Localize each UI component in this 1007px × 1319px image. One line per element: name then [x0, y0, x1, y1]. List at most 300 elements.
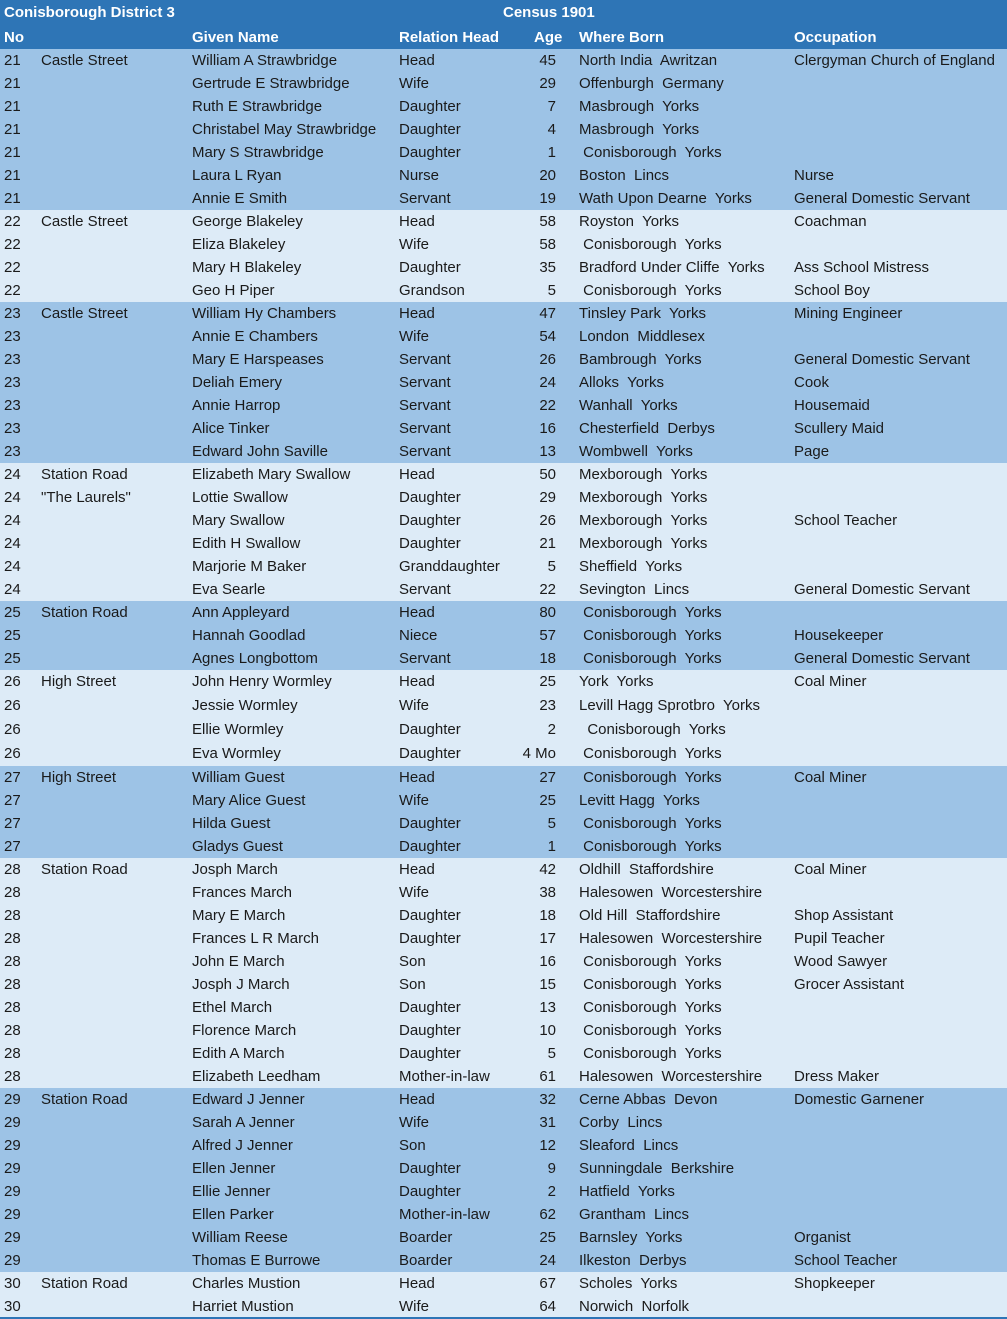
cell-relation[interactable]: Wife: [399, 328, 429, 345]
cell-relation[interactable]: Daughter: [399, 1045, 461, 1062]
cell-where-born[interactable]: Conisborough Yorks: [579, 650, 722, 667]
cell-occupation[interactable]: School Teacher: [794, 512, 898, 529]
cell-given-name[interactable]: Florence March: [192, 1022, 297, 1039]
cell-given-name[interactable]: William Guest: [192, 769, 285, 786]
table-row[interactable]: [0, 950, 1007, 973]
cell-no[interactable]: 25: [4, 650, 21, 667]
cell-given-name[interactable]: Jessie Wormley: [192, 697, 298, 714]
cell-relation[interactable]: Wife: [399, 1298, 429, 1315]
cell-no[interactable]: 22: [4, 236, 21, 253]
cell-given-name[interactable]: Annie E Chambers: [192, 328, 318, 345]
table-row[interactable]: [0, 904, 1007, 927]
table-row[interactable]: [0, 210, 1007, 233]
cell-occupation[interactable]: School Boy: [794, 282, 870, 299]
cell-no[interactable]: 23: [4, 374, 21, 391]
cell-given-name[interactable]: Josph J March: [192, 976, 290, 993]
cell-occupation[interactable]: Domestic Garnener: [794, 1091, 925, 1108]
table-row[interactable]: [0, 996, 1007, 1019]
table-row[interactable]: [0, 302, 1007, 325]
cell-relation[interactable]: Niece: [399, 627, 438, 644]
cell-age[interactable]: 20: [539, 167, 556, 184]
cell-occupation[interactable]: Wood Sawyer: [794, 953, 888, 970]
cell-no[interactable]: 25: [4, 627, 21, 644]
cell-no[interactable]: 24: [4, 489, 21, 506]
cell-occupation[interactable]: Coachman: [794, 213, 867, 230]
table-row[interactable]: [0, 394, 1007, 417]
cell-no[interactable]: 26: [4, 673, 21, 690]
table-row[interactable]: [0, 555, 1007, 578]
cell-relation[interactable]: Head: [399, 1275, 435, 1292]
table-row[interactable]: [0, 973, 1007, 996]
cell-given-name[interactable]: Ethel March: [192, 999, 273, 1016]
cell-relation[interactable]: Son: [399, 976, 426, 993]
cell-given-name[interactable]: Alice Tinker: [192, 420, 270, 437]
cell-where-born[interactable]: Conisborough Yorks: [579, 144, 722, 161]
table-row[interactable]: [0, 187, 1007, 210]
cell-where-born[interactable]: Barnsley Yorks: [579, 1229, 683, 1246]
cell-age[interactable]: 50: [539, 466, 556, 483]
table-row[interactable]: [0, 1019, 1007, 1042]
cell-where-born[interactable]: Conisborough Yorks: [579, 627, 722, 644]
cell-age[interactable]: 61: [539, 1068, 556, 1085]
cell-relation[interactable]: Servant: [399, 650, 451, 667]
cell-occupation[interactable]: General Domestic Servant: [794, 650, 970, 667]
column-header-relation[interactable]: Relation Head: [399, 29, 500, 46]
cell-where-born[interactable]: Conisborough Yorks: [579, 815, 722, 832]
cell-street[interactable]: Castle Street: [41, 52, 128, 69]
cell-no[interactable]: 24: [4, 581, 21, 598]
cell-where-born[interactable]: Wanhall Yorks: [579, 397, 678, 414]
cell-given-name[interactable]: Eliza Blakeley: [192, 236, 286, 253]
cell-where-born[interactable]: Hatfield Yorks: [579, 1183, 675, 1200]
cell-given-name[interactable]: Eva Searle: [192, 581, 266, 598]
cell-no[interactable]: 28: [4, 930, 21, 947]
cell-no[interactable]: 21: [4, 167, 21, 184]
cell-relation[interactable]: Servant: [399, 190, 451, 207]
cell-no[interactable]: 30: [4, 1275, 21, 1292]
cell-no[interactable]: 23: [4, 305, 21, 322]
cell-relation[interactable]: Daughter: [399, 1022, 461, 1039]
cell-no[interactable]: 28: [4, 1068, 21, 1085]
cell-relation[interactable]: Head: [399, 52, 435, 69]
cell-age[interactable]: 64: [539, 1298, 556, 1315]
column-header-occupation[interactable]: Occupation: [794, 29, 877, 46]
cell-where-born[interactable]: Wath Upon Dearne Yorks: [579, 190, 752, 207]
cell-relation[interactable]: Grandson: [399, 282, 465, 299]
cell-relation[interactable]: Wife: [399, 75, 429, 92]
cell-given-name[interactable]: Ellie Wormley: [192, 721, 284, 738]
cell-given-name[interactable]: Frances March: [192, 884, 293, 901]
cell-relation[interactable]: Head: [399, 604, 435, 621]
cell-age[interactable]: 26: [539, 351, 556, 368]
table-row[interactable]: [0, 532, 1007, 555]
table-row[interactable]: [0, 164, 1007, 187]
cell-relation[interactable]: Head: [399, 1091, 435, 1108]
cell-street[interactable]: High Street: [41, 769, 117, 786]
cell-given-name[interactable]: William Hy Chambers: [192, 305, 337, 322]
cell-no[interactable]: 21: [4, 52, 21, 69]
table-row[interactable]: [0, 1134, 1007, 1157]
cell-where-born[interactable]: York Yorks: [579, 673, 654, 690]
cell-occupation[interactable]: Ass School Mistress: [794, 259, 930, 276]
cell-given-name[interactable]: Eva Wormley: [192, 745, 281, 762]
cell-occupation[interactable]: Dress Maker: [794, 1068, 880, 1085]
cell-occupation[interactable]: Grocer Assistant: [794, 976, 905, 993]
cell-no[interactable]: 23: [4, 420, 21, 437]
cell-occupation[interactable]: General Domestic Servant: [794, 190, 970, 207]
cell-no[interactable]: 23: [4, 397, 21, 414]
cell-given-name[interactable]: Mary H Blakeley: [192, 259, 302, 276]
cell-no[interactable]: 24: [4, 535, 21, 552]
cell-given-name[interactable]: Hannah Goodlad: [192, 627, 306, 644]
table-row[interactable]: [0, 1111, 1007, 1134]
table-row[interactable]: [0, 670, 1007, 694]
cell-age[interactable]: 38: [539, 884, 556, 901]
cell-relation[interactable]: Daughter: [399, 907, 461, 924]
cell-no[interactable]: 29: [4, 1137, 21, 1154]
cell-relation[interactable]: Mother-in-law: [399, 1068, 490, 1085]
cell-given-name[interactable]: Elizabeth Mary Swallow: [192, 466, 351, 483]
cell-occupation[interactable]: Organist: [794, 1229, 851, 1246]
cell-relation[interactable]: Daughter: [399, 121, 461, 138]
cell-where-born[interactable]: Conisborough Yorks: [579, 769, 722, 786]
cell-no[interactable]: 29: [4, 1183, 21, 1200]
cell-no[interactable]: 28: [4, 907, 21, 924]
cell-given-name[interactable]: William A Strawbridge: [192, 52, 338, 69]
cell-street[interactable]: Station Road: [41, 1091, 128, 1108]
table-row[interactable]: [0, 927, 1007, 950]
cell-age[interactable]: 16: [539, 953, 556, 970]
table-row[interactable]: [0, 1249, 1007, 1272]
table-row[interactable]: [0, 95, 1007, 118]
cell-no[interactable]: 26: [4, 745, 21, 762]
cell-where-born[interactable]: Conisborough Yorks: [579, 282, 722, 299]
cell-relation[interactable]: Son: [399, 953, 426, 970]
cell-where-born[interactable]: Scholes Yorks: [579, 1275, 678, 1292]
cell-occupation[interactable]: Clergyman Church of England: [794, 52, 995, 69]
cell-relation[interactable]: Daughter: [399, 512, 461, 529]
cell-where-born[interactable]: Corby Lincs: [579, 1114, 663, 1131]
cell-age[interactable]: 21: [539, 535, 556, 552]
cell-where-born[interactable]: Halesowen Worcestershire: [579, 884, 763, 901]
cell-relation[interactable]: Daughter: [399, 1183, 461, 1200]
cell-age[interactable]: 22: [539, 581, 556, 598]
cell-age[interactable]: 2: [547, 721, 556, 738]
cell-relation[interactable]: Daughter: [399, 259, 461, 276]
cell-given-name[interactable]: William Reese: [192, 1229, 288, 1246]
cell-given-name[interactable]: Edith A March: [192, 1045, 285, 1062]
cell-relation[interactable]: Daughter: [399, 98, 461, 115]
cell-street[interactable]: Castle Street: [41, 305, 128, 322]
cell-given-name[interactable]: Sarah A Jenner: [192, 1114, 295, 1131]
table-row[interactable]: [0, 72, 1007, 95]
table-row[interactable]: [0, 417, 1007, 440]
column-header-given-name[interactable]: Given Name: [192, 29, 279, 46]
cell-no[interactable]: 28: [4, 884, 21, 901]
cell-given-name[interactable]: Frances L R March: [192, 930, 319, 947]
table-row[interactable]: [0, 1180, 1007, 1203]
cell-street[interactable]: Station Road: [41, 604, 128, 621]
table-row[interactable]: [0, 1042, 1007, 1065]
cell-age[interactable]: 18: [539, 650, 556, 667]
cell-street[interactable]: Station Road: [41, 1275, 128, 1292]
cell-where-born[interactable]: London Middlesex: [579, 328, 705, 345]
cell-where-born[interactable]: Conisborough Yorks: [579, 976, 722, 993]
cell-age[interactable]: 10: [539, 1022, 556, 1039]
cell-given-name[interactable]: Elizabeth Leedham: [192, 1068, 321, 1085]
cell-where-born[interactable]: Conisborough Yorks: [579, 604, 722, 621]
cell-relation[interactable]: Head: [399, 861, 435, 878]
table-row[interactable]: [0, 718, 1007, 742]
cell-no[interactable]: 22: [4, 213, 21, 230]
cell-where-born[interactable]: Sevington Lincs: [579, 581, 690, 598]
cell-age[interactable]: 29: [539, 489, 556, 506]
table-row[interactable]: [0, 49, 1007, 72]
cell-where-born[interactable]: Oldhill Staffordshire: [579, 861, 714, 878]
cell-where-born[interactable]: Royston Yorks: [579, 213, 680, 230]
cell-no[interactable]: 21: [4, 75, 21, 92]
cell-relation[interactable]: Wife: [399, 697, 429, 714]
cell-where-born[interactable]: Mexborough Yorks: [579, 489, 708, 506]
table-row[interactable]: [0, 325, 1007, 348]
cell-given-name[interactable]: Gertrude E Strawbridge: [192, 75, 350, 92]
cell-occupation[interactable]: Coal Miner: [794, 861, 867, 878]
cell-age[interactable]: 27: [539, 769, 556, 786]
cell-relation[interactable]: Servant: [399, 397, 451, 414]
cell-no[interactable]: 24: [4, 466, 21, 483]
cell-given-name[interactable]: Mary Swallow: [192, 512, 285, 529]
cell-given-name[interactable]: Geo H Piper: [192, 282, 275, 299]
cell-relation[interactable]: Servant: [399, 351, 451, 368]
table-row[interactable]: [0, 1065, 1007, 1088]
cell-where-born[interactable]: Masbrough Yorks: [579, 121, 700, 138]
cell-where-born[interactable]: Chesterfield Derbys: [579, 420, 715, 437]
cell-age[interactable]: 16: [539, 420, 556, 437]
cell-age[interactable]: 17: [539, 930, 556, 947]
cell-relation[interactable]: Daughter: [399, 721, 461, 738]
table-row[interactable]: [0, 486, 1007, 509]
cell-no[interactable]: 28: [4, 1045, 21, 1062]
cell-where-born[interactable]: Sunningdale Berkshire: [579, 1160, 735, 1177]
column-header-age[interactable]: Age: [534, 29, 563, 46]
cell-where-born[interactable]: Masbrough Yorks: [579, 98, 700, 115]
cell-relation[interactable]: Son: [399, 1137, 426, 1154]
cell-given-name[interactable]: Ruth E Strawbridge: [192, 98, 323, 115]
cell-relation[interactable]: Granddaughter: [399, 558, 500, 575]
cell-given-name[interactable]: Harriet Mustion: [192, 1298, 294, 1315]
cell-where-born[interactable]: Conisborough Yorks: [579, 236, 722, 253]
cell-age[interactable]: 35: [539, 259, 556, 276]
table-row[interactable]: [0, 509, 1007, 532]
cell-no[interactable]: 21: [4, 144, 21, 161]
table-row[interactable]: [0, 279, 1007, 302]
cell-age[interactable]: 13: [539, 443, 556, 460]
cell-age[interactable]: 12: [539, 1137, 556, 1154]
cell-where-born[interactable]: Mexborough Yorks: [579, 512, 708, 529]
cell-no[interactable]: 28: [4, 999, 21, 1016]
cell-age[interactable]: 5: [547, 558, 556, 575]
cell-age[interactable]: 25: [539, 1229, 556, 1246]
table-row[interactable]: [0, 694, 1007, 718]
cell-age[interactable]: 1: [547, 838, 556, 855]
cell-relation[interactable]: Boarder: [399, 1252, 453, 1269]
table-row[interactable]: [0, 348, 1007, 371]
cell-given-name[interactable]: Agnes Longbottom: [192, 650, 318, 667]
cell-given-name[interactable]: Deliah Emery: [192, 374, 283, 391]
cell-where-born[interactable]: Bambrough Yorks: [579, 351, 702, 368]
cell-age[interactable]: 62: [539, 1206, 556, 1223]
cell-no[interactable]: 26: [4, 721, 21, 738]
cell-relation[interactable]: Servant: [399, 420, 451, 437]
table-row[interactable]: [0, 1272, 1007, 1295]
table-row[interactable]: [0, 858, 1007, 881]
cell-relation[interactable]: Daughter: [399, 930, 461, 947]
cell-no[interactable]: 28: [4, 861, 21, 878]
cell-given-name[interactable]: Josph March: [192, 861, 278, 878]
cell-given-name[interactable]: Ellie Jenner: [192, 1183, 271, 1200]
cell-street[interactable]: Station Road: [41, 466, 128, 483]
cell-no[interactable]: 21: [4, 121, 21, 138]
cell-age[interactable]: 5: [547, 282, 556, 299]
cell-no[interactable]: 27: [4, 769, 21, 786]
cell-given-name[interactable]: Christabel May Strawbridge: [192, 121, 377, 138]
cell-age[interactable]: 9: [547, 1160, 556, 1177]
cell-no[interactable]: 30: [4, 1298, 21, 1315]
cell-where-born[interactable]: Sleaford Lincs: [579, 1137, 679, 1154]
cell-relation[interactable]: Daughter: [399, 489, 461, 506]
cell-no[interactable]: 27: [4, 838, 21, 855]
cell-where-born[interactable]: Offenburgh Germany: [579, 75, 724, 92]
cell-age[interactable]: 80: [539, 604, 556, 621]
cell-relation[interactable]: Wife: [399, 236, 429, 253]
cell-occupation[interactable]: School Teacher: [794, 1252, 898, 1269]
cell-given-name[interactable]: Ellen Parker: [192, 1206, 274, 1223]
cell-given-name[interactable]: Edith H Swallow: [192, 535, 301, 552]
cell-given-name[interactable]: John E March: [192, 953, 285, 970]
cell-given-name[interactable]: Hilda Guest: [192, 815, 271, 832]
cell-where-born[interactable]: Conisborough Yorks: [579, 1045, 722, 1062]
cell-no[interactable]: 28: [4, 953, 21, 970]
cell-given-name[interactable]: Annie E Smith: [192, 190, 288, 207]
cell-relation[interactable]: Daughter: [399, 838, 461, 855]
cell-age[interactable]: 47: [539, 305, 556, 322]
table-row[interactable]: [0, 789, 1007, 812]
table-row[interactable]: [0, 1088, 1007, 1111]
cell-relation[interactable]: Head: [399, 466, 435, 483]
cell-age[interactable]: 45: [539, 52, 556, 69]
cell-no[interactable]: 23: [4, 443, 21, 460]
column-header-where-born[interactable]: Where Born: [579, 29, 665, 46]
cell-no[interactable]: 29: [4, 1160, 21, 1177]
table-row[interactable]: [0, 233, 1007, 256]
cell-age[interactable]: 5: [547, 1045, 556, 1062]
cell-where-born[interactable]: Norwich Norfolk: [579, 1298, 690, 1315]
cell-no[interactable]: 29: [4, 1114, 21, 1131]
cell-relation[interactable]: Wife: [399, 792, 429, 809]
cell-occupation[interactable]: Coal Miner: [794, 673, 867, 690]
cell-occupation[interactable]: Cook: [794, 374, 830, 391]
cell-age[interactable]: 58: [539, 236, 556, 253]
cell-no[interactable]: 24: [4, 512, 21, 529]
cell-given-name[interactable]: Gladys Guest: [192, 838, 283, 855]
cell-age[interactable]: 5: [547, 815, 556, 832]
cell-where-born[interactable]: Conisborough Yorks: [579, 721, 726, 738]
cell-where-born[interactable]: Conisborough Yorks: [579, 999, 722, 1016]
table-row[interactable]: [0, 256, 1007, 279]
cell-age[interactable]: 24: [539, 1252, 556, 1269]
cell-where-born[interactable]: Conisborough Yorks: [579, 953, 722, 970]
cell-where-born[interactable]: Alloks Yorks: [579, 374, 665, 391]
cell-occupation[interactable]: Coal Miner: [794, 769, 867, 786]
cell-no[interactable]: 21: [4, 98, 21, 115]
table-row[interactable]: [0, 742, 1007, 766]
cell-where-born[interactable]: Mexborough Yorks: [579, 535, 708, 552]
table-row[interactable]: [0, 812, 1007, 835]
cell-given-name[interactable]: Mary E Harspeases: [192, 351, 324, 368]
cell-where-born[interactable]: Conisborough Yorks: [579, 1022, 722, 1039]
cell-age[interactable]: 4: [547, 121, 556, 138]
cell-given-name[interactable]: John Henry Wormley: [192, 673, 332, 690]
table-row[interactable]: [0, 1203, 1007, 1226]
table-row[interactable]: [0, 647, 1007, 670]
cell-occupation[interactable]: General Domestic Servant: [794, 581, 970, 598]
cell-where-born[interactable]: Ilkeston Derbys: [579, 1252, 687, 1269]
table-row[interactable]: [0, 624, 1007, 647]
cell-relation[interactable]: Daughter: [399, 144, 461, 161]
table-row[interactable]: [0, 601, 1007, 624]
cell-given-name[interactable]: Mary Alice Guest: [192, 792, 306, 809]
cell-where-born[interactable]: Wombwell Yorks: [579, 443, 693, 460]
cell-relation[interactable]: Head: [399, 673, 435, 690]
cell-given-name[interactable]: Laura L Ryan: [192, 167, 282, 184]
cell-no[interactable]: 23: [4, 351, 21, 368]
cell-no[interactable]: 29: [4, 1206, 21, 1223]
cell-relation[interactable]: Daughter: [399, 535, 461, 552]
cell-no[interactable]: 26: [4, 697, 21, 714]
cell-where-born[interactable]: Tinsley Park Yorks: [579, 305, 706, 322]
cell-occupation[interactable]: Nurse: [794, 167, 835, 184]
cell-relation[interactable]: Servant: [399, 581, 451, 598]
cell-no[interactable]: 28: [4, 1022, 21, 1039]
cell-no[interactable]: 22: [4, 282, 21, 299]
cell-where-born[interactable]: Mexborough Yorks: [579, 466, 708, 483]
cell-given-name[interactable]: Edward John Saville: [192, 443, 328, 460]
cell-given-name[interactable]: Mary S Strawbridge: [192, 144, 324, 161]
cell-age[interactable]: 19: [539, 190, 556, 207]
cell-where-born[interactable]: North India Awritzan: [579, 52, 718, 69]
cell-where-born[interactable]: Conisborough Yorks: [579, 745, 722, 762]
cell-street[interactable]: High Street: [41, 673, 117, 690]
cell-age[interactable]: 24: [539, 374, 556, 391]
cell-no[interactable]: 24: [4, 558, 21, 575]
cell-occupation[interactable]: Pupil Teacher: [794, 930, 885, 947]
table-row[interactable]: [0, 578, 1007, 601]
cell-given-name[interactable]: George Blakeley: [192, 213, 303, 230]
cell-where-born[interactable]: Conisborough Yorks: [579, 838, 722, 855]
cell-where-born[interactable]: Levitt Hagg Yorks: [579, 792, 700, 809]
table-row[interactable]: [0, 371, 1007, 394]
cell-where-born[interactable]: Levill Hagg Sprotbro Yorks: [579, 697, 760, 714]
cell-age[interactable]: 2: [547, 1183, 556, 1200]
cell-given-name[interactable]: Charles Mustion: [192, 1275, 301, 1292]
cell-given-name[interactable]: Lottie Swallow: [192, 489, 288, 506]
cell-no[interactable]: 29: [4, 1091, 21, 1108]
cell-no[interactable]: 23: [4, 328, 21, 345]
cell-age[interactable]: 67: [539, 1275, 556, 1292]
table-row[interactable]: [0, 141, 1007, 164]
cell-age[interactable]: 57: [539, 627, 556, 644]
cell-given-name[interactable]: Mary E March: [192, 907, 286, 924]
